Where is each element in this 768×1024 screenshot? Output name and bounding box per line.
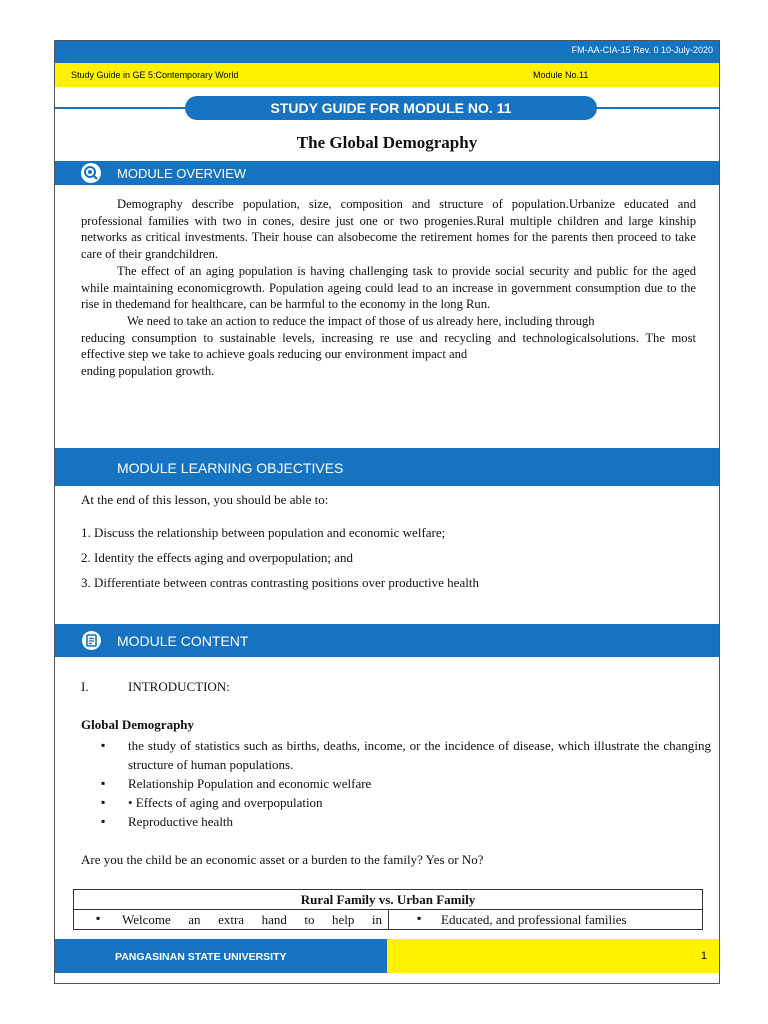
list-item: ▪ • Effects of aging and overpopulation	[81, 793, 711, 812]
bullet-marker: ▪	[417, 911, 422, 925]
overview-text	[81, 196, 696, 380]
document-page	[54, 40, 720, 984]
objectives-heading: MODULE LEARNING OBJECTIVES	[117, 460, 344, 476]
table-row	[74, 910, 703, 930]
overview-paragraph-1: Demography describe population, size, composition and structure of population.Urbanize educated and professional families with two in cones, desire just one or two progenies.Rural multiple children and large kinship networks as critical investments. Their house can alsobecome the retirement homes for the parents then proceed to take care of their grandchildren.	[81, 197, 696, 262]
table-title: Rural Family vs. Urban Family	[74, 890, 703, 910]
list-item: ▪ the study of statistics such as births, deaths, income, or the incidence of disease, which illustrate the changing structure of human populations.	[81, 736, 711, 774]
bullet-marker: ▪	[96, 911, 101, 925]
question-text: Are you the child be an economic asset or a burden to the family? Yes or No?	[81, 852, 484, 867]
form-code: FM-AA-CIA-15 Rev. 0 10-July-2020	[571, 45, 713, 55]
footer-university-bar	[55, 939, 387, 973]
overview-header	[55, 161, 719, 185]
list-item: ▪ Reproductive health	[81, 812, 711, 831]
objective-item: 1. Discuss the relationship between population and economic welfare;	[81, 525, 446, 540]
content-heading: MODULE CONTENT	[117, 633, 249, 649]
footer-page-bar	[387, 939, 719, 973]
section-title: INTRODUCTION:	[128, 679, 230, 694]
module-number: Module No.11	[533, 70, 589, 80]
content-header	[55, 624, 719, 657]
document-icon	[82, 631, 101, 650]
page-title: The Global Demography	[296, 133, 478, 152]
bullet-list	[81, 736, 711, 831]
subheading: Global Demography	[81, 717, 195, 732]
top-bar	[55, 41, 719, 63]
rural-cell	[74, 910, 389, 930]
overview-heading: MODULE OVERVIEW	[117, 166, 247, 181]
section-number: I.	[81, 679, 89, 694]
study-guide-banner: STUDY GUIDE FOR MODULE NO. 11	[185, 96, 597, 120]
overview-paragraph-5: ending population growth.	[81, 364, 215, 379]
objectives-intro: At the end of this lesson, you should be able to:	[81, 492, 329, 507]
page-number: 1	[700, 950, 707, 962]
subject-bar	[55, 63, 719, 87]
university-name: PANGASINAN STATE UNIVERSITY	[115, 951, 287, 963]
urban-cell	[389, 910, 703, 930]
comparison-table	[73, 889, 703, 930]
objectives-header	[55, 448, 719, 486]
overview-paragraph-4: reducing consumption to sustainable levels, increasing re use and recycling and technologicalsolutions. The most effective step we take to achieve goals reducing our environment impact and	[81, 330, 696, 362]
magnifier-icon	[81, 163, 101, 183]
table-header-row	[74, 890, 703, 910]
overview-paragraph-3: We need to take an action to reduce the impact of those of us already here, including through	[127, 313, 595, 328]
subject-label: Study Guide in GE 5:Contemporary World	[71, 70, 239, 80]
list-item: ▪ Relationship Population and economic welfare	[81, 774, 711, 793]
objective-item: 3. Differentiate between contras contrasting positions over productive health	[81, 575, 479, 590]
objective-item: 2. Identity the effects aging and overpopulation; and	[81, 550, 353, 565]
rural-text: Welcome an extra hand to help in	[122, 911, 382, 927]
overview-paragraph-2: The effect of an aging population is having challenging task to provide social security and public for the aged while maintaining economicgrowth. Population ageing could lead to an increase in government consumption due to the rise in thedemand for healthcare, can be harmful to the economy in the long Run.	[81, 263, 696, 312]
urban-text: Educated, and professional families	[441, 911, 627, 927]
